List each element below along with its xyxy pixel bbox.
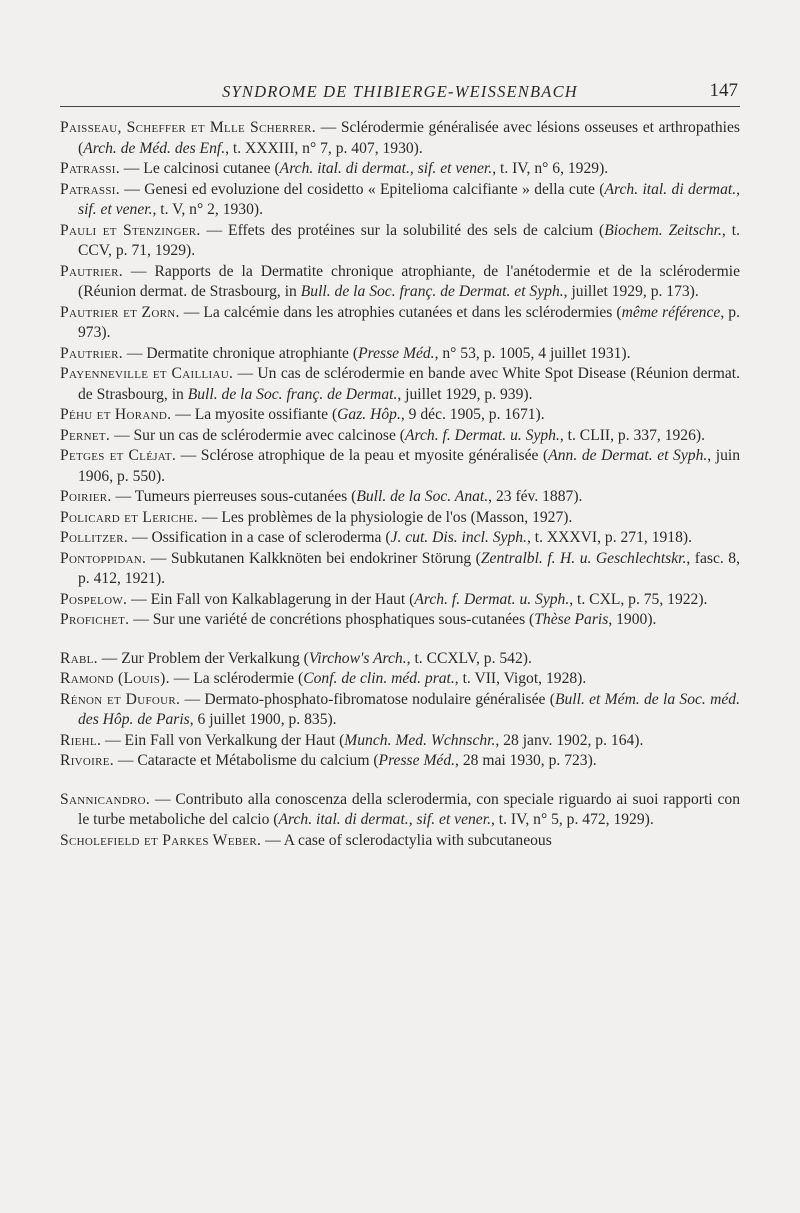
entry-text: — Sur une variété de concrétions phosphatiques sous-cutanées (	[129, 611, 535, 628]
bibliography-entry	[60, 446, 740, 487]
entry-source: Zentralbl. f. H. u. Geschlechtskr.	[480, 549, 687, 567]
bibliography-entry	[60, 303, 740, 344]
entry-author: Rabl.	[60, 649, 98, 667]
entry-text: , t. IV, n° 5, p. 472, 1929).	[490, 811, 654, 828]
entry-author: Pautrier.	[60, 262, 123, 280]
entry-text: , juillet 1929, p. 173).	[563, 283, 699, 300]
page-number: 147	[709, 80, 738, 101]
entry-text: , n° 53, p. 1005, 4 juillet 1931).	[434, 344, 631, 362]
entry-source: Bull. et Mém. de la Soc. méd. des Hôp. de Paris	[78, 690, 740, 728]
entry-author: Péhu et Horand.	[60, 406, 172, 423]
entry-text: — La calcémie dans les atrophies cutanées et dans les sclérodermies (	[179, 303, 622, 321]
entry-text: , t. CCXLV, p. 542).	[406, 649, 532, 667]
entry-text: , t. XXXIII, n° 7, p. 407, 1930).	[225, 139, 423, 157]
entry-text: , 28 janv. 1902, p. 164).	[495, 731, 644, 749]
bibliography	[60, 118, 740, 851]
entry-author: Policard et Leriche.	[60, 508, 198, 526]
bibliography-entry	[60, 344, 740, 365]
entry-text: — Rapports de la Dermatite chronique atrophiante, de l'anétodermie et de la sclérodermie (Réunion dermat. de Strasbourg, in	[78, 262, 740, 300]
entry-text: — Dermato-phosphato-fibromatose nodulaire généralisée (	[180, 690, 555, 708]
bibliography-entry	[60, 649, 740, 670]
entry-text: , p. 973).	[78, 303, 740, 341]
entry-text: , t. CXL, p. 75, 1922).	[569, 590, 708, 608]
bibliography-entry	[60, 690, 740, 731]
entry-text: — Les problèmes de la physiologie de l'os (Masson, 1927).	[197, 508, 573, 526]
entry-author: Riehl.	[60, 731, 102, 749]
entry-source: Arch. f. Dermat. u. Syph.	[404, 426, 560, 444]
entry-text: , t. IV, n° 6, 1929).	[492, 160, 609, 177]
entry-text: — Cataracte et Métabolisme du calcium (	[113, 752, 379, 769]
bibliography-entry	[60, 118, 740, 159]
entry-source: Arch. ital. di dermat., sif. et vener.	[78, 180, 740, 218]
entry-author: Scholefield et Parkes Weber.	[60, 831, 262, 849]
entry-text: , t. V, n° 2, 1930).	[152, 201, 263, 218]
entry-source: J. cut. Dis. incl. Syph.	[390, 529, 527, 546]
entry-source: Biochem. Zeitschr.	[604, 221, 722, 239]
entry-text: , t. VII, Vigot, 1928).	[454, 670, 587, 687]
entry-author: Rénon et Dufour.	[60, 690, 181, 708]
entry-text: — Le calcinosi cutanee (	[119, 160, 280, 177]
entry-author: Pauli et Stenzinger.	[60, 221, 201, 239]
bibliography-entry	[60, 180, 740, 221]
entry-text: , t. XXXVI, p. 271, 1918).	[526, 529, 692, 546]
entry-source: Presse Méd.	[358, 344, 435, 362]
entry-text: — Ein Fall von Kalkablagerung in der Haut (	[127, 590, 415, 608]
entry-author: Paisseau, Scheffer et Mlle Scherrer.	[60, 119, 316, 136]
entry-source: Arch. f. Dermat. u. Syph.	[414, 590, 570, 608]
entry-author: Pautrier.	[60, 344, 123, 362]
entry-source: Virchow's Arch.	[308, 649, 407, 667]
entry-text: , 1900).	[608, 611, 657, 628]
entry-author: Patrassi.	[60, 180, 120, 198]
entry-author: Profichet.	[60, 611, 130, 628]
entry-author: Petges et Cléjat.	[60, 447, 177, 464]
entry-text: — Sclérose atrophique de la peau et myosite généralisée (	[176, 447, 549, 464]
group-separator	[60, 772, 740, 790]
entry-text: — Sclérodermie généralisée avec lésions osseuses et arthropathies (	[78, 119, 740, 157]
bibliography-entry	[60, 549, 740, 590]
entry-text: — Ossification in a case of scleroderma (	[128, 529, 391, 546]
bibliography-entry	[60, 669, 740, 690]
entry-source: Arch. ital. di dermat., sif. et vener.	[279, 160, 493, 177]
bibliography-entry	[60, 405, 740, 426]
bibliography-entry	[60, 528, 740, 549]
bibliography-entry	[60, 731, 740, 752]
entry-text: — Genesi ed evoluzione del cosidetto « Epitelioma calcifiante » della cute (	[119, 180, 605, 198]
entry-source: même référence	[621, 303, 721, 321]
entry-text: , fasc. 8, p. 412, 1921).	[78, 549, 740, 587]
entry-source: Munch. Med. Wchnschr.	[344, 731, 496, 749]
entry-source: Conf. de clin. méd. prat.	[303, 670, 455, 687]
entry-text: , 9 déc. 1905, p. 1671).	[400, 406, 545, 423]
entry-text: — Sur un cas de sclérodermie avec calcinose (	[110, 426, 405, 444]
entry-text: — Ein Fall von Verkalkung der Haut (	[101, 731, 345, 749]
bibliography-entry	[60, 751, 740, 772]
entry-author: Payenneville et Cailliau.	[60, 365, 234, 382]
entry-text: , t. CLII, p. 337, 1926).	[559, 426, 705, 444]
bibliography-entry	[60, 831, 740, 852]
entry-author: Pollitzer.	[60, 529, 129, 546]
entry-source: Thèse Paris	[534, 611, 609, 628]
entry-text: — A case of sclerodactylia with subcutaneous	[261, 831, 552, 849]
entry-source: Arch. ital. di dermat., sif. et vener.	[278, 811, 491, 828]
entry-text: , 28 mai 1930, p. 723).	[455, 752, 597, 769]
entry-author: Poirier.	[60, 488, 112, 505]
bibliography-entry	[60, 364, 740, 405]
entry-source: Bull. de la Soc. franç. de Dermat.	[187, 385, 398, 403]
running-title: SYNDROME DE THIBIERGE-WEISSENBACH	[222, 82, 578, 101]
entry-text: — Contributo alla conoscenza della sclerodermia, con speciale riguardo ai suoi rapporti con le turbe metaboliche del calcio (	[78, 790, 740, 828]
entry-text: — La myosite ossifiante (	[171, 406, 338, 423]
entry-text: , juin 1906, p. 550).	[78, 447, 740, 485]
header-rule	[60, 106, 740, 107]
bibliography-entry	[60, 426, 740, 447]
bibliography-entry	[60, 590, 740, 611]
entry-author: Pospelow.	[60, 590, 128, 608]
bibliography-entry	[60, 790, 740, 831]
entry-text: — Zur Problem der Verkalkung (	[97, 649, 309, 667]
bibliography-entry	[60, 262, 740, 303]
entry-text: , 6 juillet 1900, p. 835).	[189, 711, 337, 728]
entry-text: , t. CCV, p. 71, 1929).	[78, 221, 740, 259]
entry-source: Arch. de Méd. des Enf.	[83, 139, 226, 157]
entry-author: Pautrier et Zorn.	[60, 303, 180, 321]
entry-text: — Dermatite chronique atrophiante (	[122, 344, 359, 362]
entry-author: Pernet.	[60, 426, 111, 444]
bibliography-entry	[60, 610, 740, 631]
entry-text: — Tumeurs pierreuses sous-cutanées (	[111, 488, 357, 505]
entry-text: — Subkutanen Kalkknöten bei endokriner Störung (	[146, 549, 481, 567]
bibliography-entry	[60, 487, 740, 508]
group-separator	[60, 631, 740, 649]
bibliography-entry	[60, 508, 740, 529]
entry-text: — Un cas de sclérodermie en bande avec White Spot Disease (Réunion dermat. de Strasbourg, in	[78, 365, 740, 403]
entry-text: — La sclérodermie (	[169, 670, 304, 687]
entry-source: Bull. de la Soc. franç. de Dermat. et Syph.	[300, 283, 564, 300]
entry-author: Pontoppidan.	[60, 549, 147, 567]
entry-author: Ramond (Louis).	[60, 670, 170, 687]
entry-source: Gaz. Hôp.	[337, 406, 401, 423]
bibliography-entry	[60, 159, 740, 180]
bibliography-entry	[60, 221, 740, 262]
entry-source: Bull. de la Soc. Anat.	[356, 488, 489, 505]
page-header	[60, 78, 740, 106]
entry-text: , juillet 1929, p. 939).	[397, 385, 533, 403]
entry-author: Rivoire.	[60, 752, 114, 769]
entry-text: — Effets des protéines sur la solubilité des sels de calcium (	[200, 221, 605, 239]
entry-source: Ann. de Dermat. et Syph.	[548, 447, 708, 464]
entry-author: Patrassi.	[60, 160, 120, 177]
entry-author: Sannicandro.	[60, 790, 151, 808]
entry-text: , 23 fév. 1887).	[488, 488, 583, 505]
entry-source: Presse Méd.	[378, 752, 456, 769]
